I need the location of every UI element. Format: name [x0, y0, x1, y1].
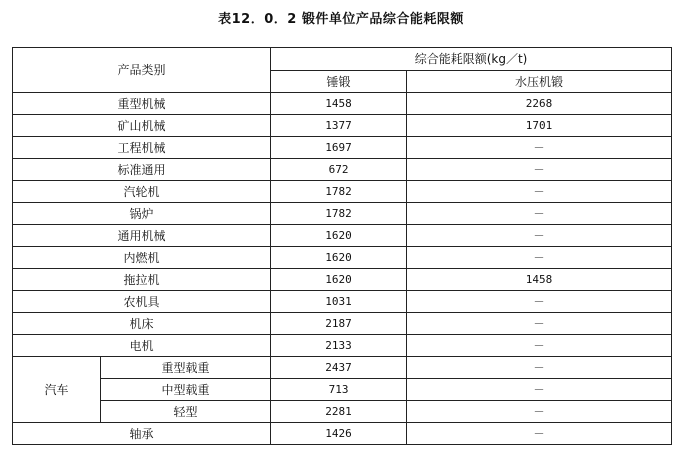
table-row [13, 269, 672, 291]
row-hammer-value: 1620 [271, 247, 407, 269]
row-press-value: － [407, 313, 672, 335]
row-press-value: 1458 [407, 269, 672, 291]
row-hammer-value: 2437 [271, 357, 407, 379]
row-hammer-value: 2281 [271, 401, 407, 423]
row-hammer-value: 1620 [271, 269, 407, 291]
header-category: 产品类别 [13, 48, 271, 93]
header-limit: 综合能耗限额(kg／t) [271, 48, 672, 71]
group-label-automobile: 汽车 [13, 357, 101, 423]
table-title: 表12．0．2 锻件单位产品综合能耗限额 [218, 12, 464, 27]
row-category: 轴承 [13, 423, 271, 445]
row-press-value: 1701 [407, 115, 672, 137]
row-category: 内燃机 [13, 247, 271, 269]
table-row [13, 335, 672, 357]
row-press-value: － [407, 203, 672, 225]
row-hammer-value: 713 [271, 379, 407, 401]
row-category: 汽轮机 [13, 181, 271, 203]
row-hammer-value: 1377 [271, 115, 407, 137]
row-hammer-value: 2187 [271, 313, 407, 335]
row-press-value: 2268 [407, 93, 672, 115]
row-category: 通用机械 [13, 225, 271, 247]
row-hammer-value: 1697 [271, 137, 407, 159]
table-row [13, 181, 672, 203]
row-press-value: － [407, 357, 672, 379]
row-category: 轻型 [101, 401, 271, 423]
row-category: 重型机械 [13, 93, 271, 115]
row-hammer-value: 1620 [271, 225, 407, 247]
table-row [13, 203, 672, 225]
row-category: 标准通用 [13, 159, 271, 181]
row-category: 机床 [13, 313, 271, 335]
row-press-value: － [407, 291, 672, 313]
table-row [13, 159, 672, 181]
table-row [13, 225, 672, 247]
row-category: 拖拉机 [13, 269, 271, 291]
row-hammer-value: 1782 [271, 203, 407, 225]
row-category: 电机 [13, 335, 271, 357]
table-row [13, 247, 672, 269]
row-hammer-value: 1458 [271, 93, 407, 115]
table-row [13, 401, 672, 423]
row-category: 重型载重 [101, 357, 271, 379]
row-category: 工程机械 [13, 137, 271, 159]
row-category: 锅炉 [13, 203, 271, 225]
header-row-1 [13, 48, 672, 71]
table-row [13, 423, 672, 445]
row-press-value: － [407, 181, 672, 203]
row-press-value: － [407, 379, 672, 401]
header-press: 水压机锻 [407, 71, 672, 93]
row-press-value: － [407, 423, 672, 445]
row-hammer-value: 1031 [271, 291, 407, 313]
row-category: 中型载重 [101, 379, 271, 401]
table-row [13, 137, 672, 159]
row-category: 农机具 [13, 291, 271, 313]
table-row [13, 357, 672, 379]
energy-limit-table [12, 47, 672, 445]
table-row [13, 379, 672, 401]
table-row [13, 291, 672, 313]
row-press-value: － [407, 225, 672, 247]
table-row [13, 313, 672, 335]
row-hammer-value: 1782 [271, 181, 407, 203]
table-row [13, 115, 672, 137]
row-category: 矿山机械 [13, 115, 271, 137]
row-press-value: － [407, 137, 672, 159]
row-press-value: － [407, 401, 672, 423]
row-hammer-value: 1426 [271, 423, 407, 445]
row-press-value: － [407, 335, 672, 357]
row-press-value: － [407, 247, 672, 269]
row-press-value: － [407, 159, 672, 181]
row-hammer-value: 2133 [271, 335, 407, 357]
row-hammer-value: 672 [271, 159, 407, 181]
table-row [13, 93, 672, 115]
header-hammer: 锤锻 [271, 71, 407, 93]
